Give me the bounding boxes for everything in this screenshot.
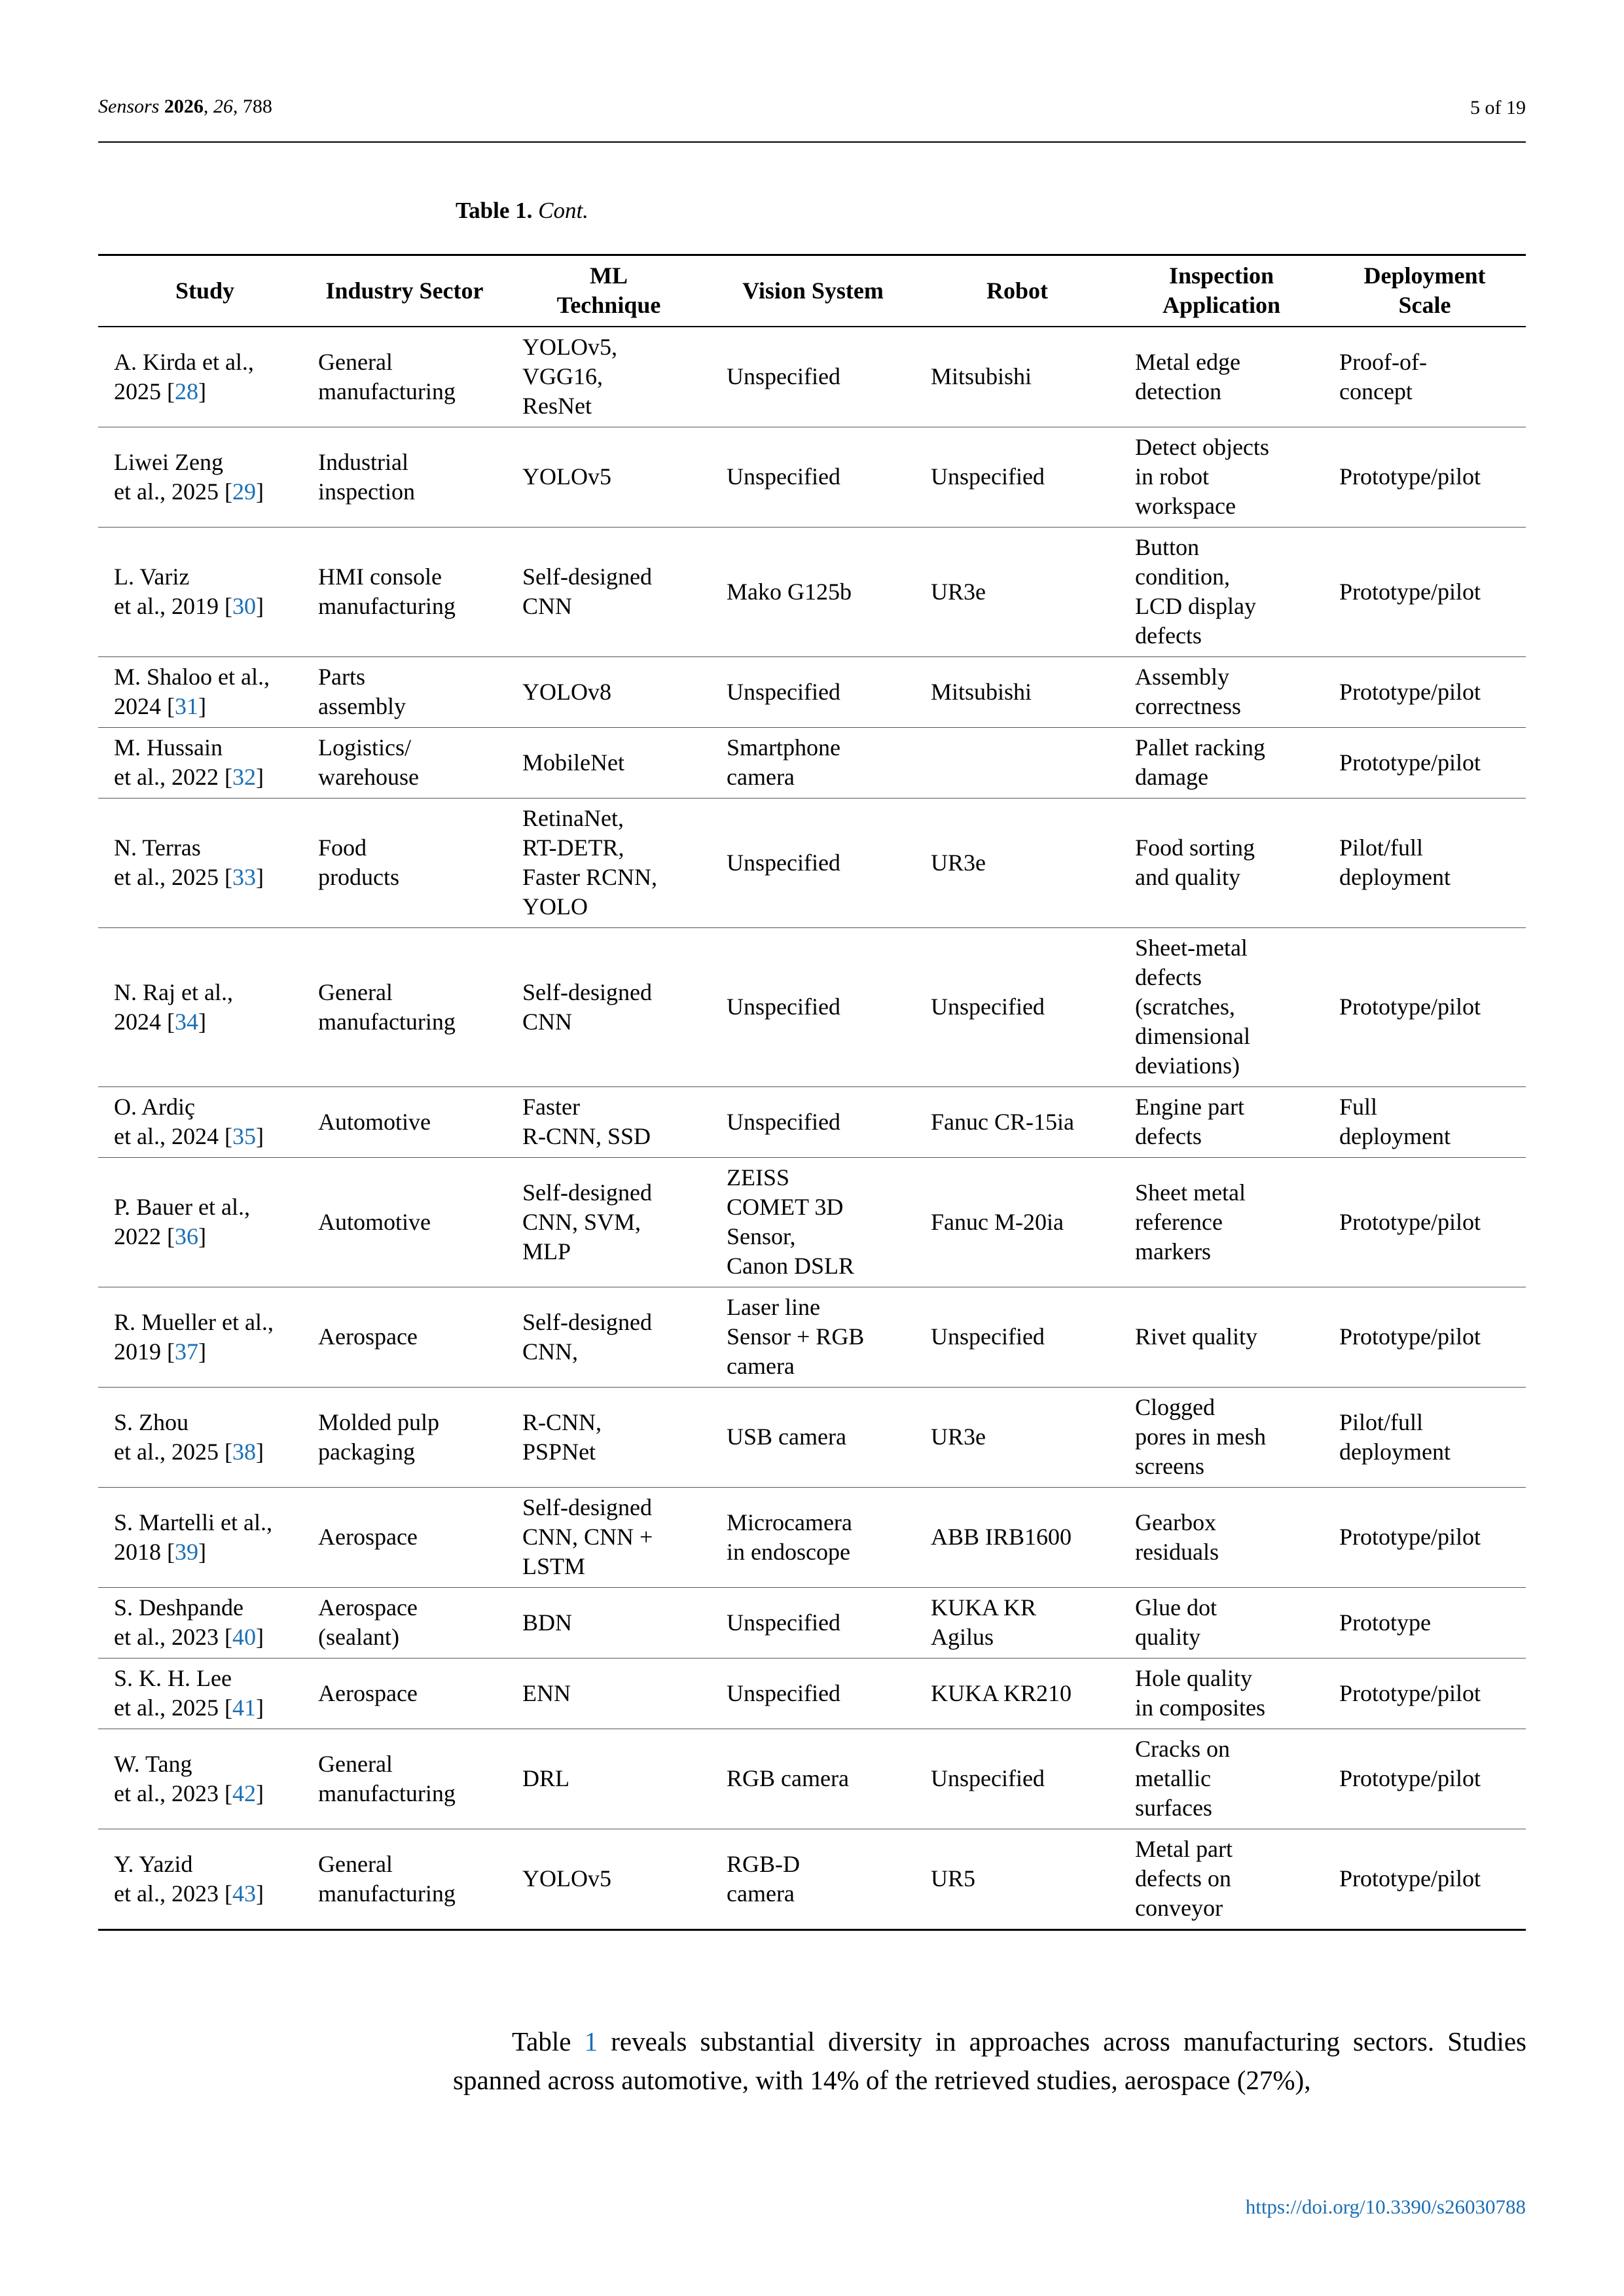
deployment-scale-cell: Prototype — [1324, 1588, 1526, 1659]
industry-sector-cell: General manufacturing — [302, 1829, 507, 1930]
studies-table — [98, 254, 1526, 1931]
column-header: Robot — [915, 255, 1119, 327]
inspection-application-cell: Clogged pores in mesh screens — [1119, 1388, 1324, 1488]
study-name: Y. Yazid et al., 2023 [ — [114, 1850, 232, 1907]
deployment-scale-cell: Prototype/pilot — [1324, 928, 1526, 1087]
citation-bracket: ] — [255, 1880, 264, 1907]
ml-technique-cell: R-CNN, PSPNet — [507, 1388, 711, 1488]
citation-link[interactable]: 36 — [175, 1223, 198, 1249]
inspection-application-cell: Sheet-metal defects (scratches, dimensional deviations) — [1119, 928, 1324, 1087]
citation-link[interactable]: 40 — [232, 1624, 256, 1650]
table-row — [98, 1158, 1526, 1287]
deployment-scale-cell: Prototype/pilot — [1324, 427, 1526, 528]
deployment-scale-cell: Prototype/pilot — [1324, 657, 1526, 728]
study-name: R. Mueller et al., 2019 [ — [114, 1308, 274, 1365]
robot-cell: ABB IRB1600 — [915, 1488, 1119, 1588]
journal-volume: 26 — [213, 96, 233, 117]
citation-bracket: ] — [255, 764, 264, 790]
industry-sector-cell: Food products — [302, 798, 507, 928]
industry-sector-cell: Logistics/ warehouse — [302, 728, 507, 798]
table-row — [98, 1287, 1526, 1388]
vision-system-cell: Unspecified — [711, 327, 915, 427]
table-row — [98, 657, 1526, 728]
study-name: S. K. H. Lee et al., 2025 [ — [114, 1665, 232, 1721]
vision-system-cell: Microcamera in endoscope — [711, 1488, 915, 1588]
robot-cell: Fanuc CR-15ia — [915, 1087, 1119, 1158]
ml-technique-cell: YOLOv8 — [507, 657, 711, 728]
vision-system-cell: Mako G125b — [711, 528, 915, 657]
table-row — [98, 1087, 1526, 1158]
citation-bracket: ] — [255, 478, 264, 505]
deployment-scale-cell: Prototype/pilot — [1324, 1829, 1526, 1930]
robot-cell: Unspecified — [915, 928, 1119, 1087]
ml-technique-cell: YOLOv5 — [507, 427, 711, 528]
table-body — [98, 327, 1526, 1930]
vision-system-cell: Unspecified — [711, 657, 915, 728]
study-name: S. Martelli et al., 2018 [ — [114, 1509, 272, 1565]
deployment-scale-cell: Prototype/pilot — [1324, 1659, 1526, 1729]
robot-cell — [915, 728, 1119, 798]
study-cell — [98, 1829, 302, 1930]
study-cell — [98, 327, 302, 427]
study-name: A. Kirda et al., 2025 [ — [114, 348, 254, 404]
inspection-application-cell: Gearbox residuals — [1119, 1488, 1324, 1588]
inspection-application-cell: Glue dot quality — [1119, 1588, 1324, 1659]
body-paragraph — [453, 2022, 1526, 2100]
citation-link[interactable]: 32 — [232, 764, 256, 790]
inspection-application-cell: Assembly correctness — [1119, 657, 1324, 728]
column-header: Study — [98, 255, 302, 327]
industry-sector-cell: Automotive — [302, 1087, 507, 1158]
study-name: S. Deshpande et al., 2023 [ — [114, 1594, 244, 1650]
journal-citation: Sensors 2026, 26, 788 — [98, 96, 272, 117]
study-name: M. Shaloo et al., 2024 [ — [114, 664, 270, 719]
citation-link[interactable]: 28 — [175, 378, 198, 404]
robot-cell: UR3e — [915, 1388, 1119, 1488]
deployment-scale-cell: Full deployment — [1324, 1087, 1526, 1158]
deployment-scale-cell: Prototype/pilot — [1324, 1488, 1526, 1588]
deployment-scale-cell: Proof-of- concept — [1324, 327, 1526, 427]
journal-name: Sensors — [98, 96, 160, 117]
citation-bracket: ] — [255, 1780, 264, 1806]
citation-bracket: ] — [255, 593, 264, 619]
study-name: N. Raj et al., 2024 [ — [114, 978, 233, 1035]
robot-cell: Fanuc M-20ia — [915, 1158, 1119, 1287]
deployment-scale-cell: Prototype/pilot — [1324, 1287, 1526, 1388]
inspection-application-cell: Metal part defects on conveyor — [1119, 1829, 1324, 1930]
page-header — [98, 90, 1526, 143]
ml-technique-cell: DRL — [507, 1729, 711, 1829]
study-cell — [98, 1659, 302, 1729]
column-header: Deployment Scale — [1324, 255, 1526, 327]
vision-system-cell: Unspecified — [711, 1659, 915, 1729]
inspection-application-cell: Food sorting and quality — [1119, 798, 1324, 928]
study-cell — [98, 1729, 302, 1829]
vision-system-cell: RGB camera — [711, 1729, 915, 1829]
study-cell — [98, 1488, 302, 1588]
citation-link[interactable]: 34 — [175, 1008, 198, 1035]
study-cell — [98, 728, 302, 798]
paragraph-prefix: Table — [512, 2026, 585, 2056]
citation-link[interactable]: 30 — [232, 593, 256, 619]
ml-technique-cell: Self-designed CNN, SVM, MLP — [507, 1158, 711, 1287]
study-cell — [98, 1388, 302, 1488]
study-name: S. Zhou et al., 2025 [ — [114, 1408, 232, 1465]
robot-cell: Unspecified — [915, 427, 1119, 528]
ml-technique-cell: BDN — [507, 1588, 711, 1659]
table-row — [98, 327, 1526, 427]
table-row — [98, 798, 1526, 928]
citation-bracket: ] — [198, 1008, 206, 1035]
citation-link[interactable]: 33 — [232, 864, 256, 890]
ml-technique-cell: Self-designed CNN, CNN + LSTM — [507, 1488, 711, 1588]
inspection-application-cell: Button condition, LCD display defects — [1119, 528, 1324, 657]
vision-system-cell: RGB-D camera — [711, 1829, 915, 1930]
study-cell — [98, 1158, 302, 1287]
inspection-application-cell: Hole quality in composites — [1119, 1659, 1324, 1729]
caption-suffix: Cont. — [538, 198, 588, 223]
inspection-application-cell: Engine part defects — [1119, 1087, 1324, 1158]
table-header-row — [98, 255, 1526, 327]
column-header: ML Technique — [507, 255, 711, 327]
vision-system-cell: Unspecified — [711, 1588, 915, 1659]
column-header: Vision System — [711, 255, 915, 327]
inspection-application-cell: Sheet metal reference markers — [1119, 1158, 1324, 1287]
ml-technique-cell: RetinaNet, RT-DETR, Faster RCNN, YOLO — [507, 798, 711, 928]
column-header: Inspection Application — [1119, 255, 1324, 327]
ml-technique-cell: YOLOv5, VGG16, ResNet — [507, 327, 711, 427]
table-row — [98, 728, 1526, 798]
inspection-application-cell: Metal edge detection — [1119, 327, 1324, 427]
citation-link[interactable]: 29 — [232, 478, 256, 505]
industry-sector-cell: Aerospace — [302, 1488, 507, 1588]
vision-system-cell: Smartphone camera — [711, 728, 915, 798]
robot-cell: UR5 — [915, 1829, 1119, 1930]
citation-bracket: ] — [198, 693, 206, 719]
table-row — [98, 427, 1526, 528]
table-row — [98, 528, 1526, 657]
robot-cell: KUKA KR210 — [915, 1659, 1119, 1729]
citation-bracket: ] — [255, 1123, 264, 1149]
industry-sector-cell: Aerospace (sealant) — [302, 1588, 507, 1659]
citation-link[interactable]: 38 — [232, 1438, 256, 1465]
study-cell — [98, 798, 302, 928]
robot-cell: UR3e — [915, 528, 1119, 657]
article-number: 788 — [242, 96, 272, 117]
study-cell — [98, 657, 302, 728]
table-row — [98, 1829, 1526, 1930]
robot-cell: Unspecified — [915, 1729, 1119, 1829]
citation-bracket: ] — [198, 1223, 206, 1249]
citation-bracket: ] — [255, 1438, 264, 1465]
study-name: N. Terras et al., 2025 [ — [114, 834, 232, 890]
citation-bracket: ] — [255, 864, 264, 890]
citation-link[interactable]: 37 — [175, 1338, 198, 1365]
vision-system-cell: USB camera — [711, 1388, 915, 1488]
study-name: M. Hussain et al., 2022 [ — [114, 734, 232, 790]
deployment-scale-cell: Prototype/pilot — [1324, 728, 1526, 798]
study-cell — [98, 427, 302, 528]
robot-cell: Unspecified — [915, 1287, 1119, 1388]
citation-bracket: ] — [255, 1695, 264, 1721]
vision-system-cell: Unspecified — [711, 798, 915, 928]
caption-label: Table 1. — [456, 198, 533, 223]
deployment-scale-cell: Prototype/pilot — [1324, 1158, 1526, 1287]
study-cell — [98, 1287, 302, 1388]
study-name: W. Tang et al., 2023 [ — [114, 1750, 232, 1806]
table-row — [98, 928, 1526, 1087]
industry-sector-cell: General manufacturing — [302, 327, 507, 427]
industry-sector-cell: Parts assembly — [302, 657, 507, 728]
inspection-application-cell: Cracks on metallic surfaces — [1119, 1729, 1324, 1829]
study-cell — [98, 1087, 302, 1158]
industry-sector-cell: HMI console manufacturing — [302, 528, 507, 657]
robot-cell: KUKA KR Agilus — [915, 1588, 1119, 1659]
deployment-scale-cell: Prototype/pilot — [1324, 528, 1526, 657]
robot-cell: Mitsubishi — [915, 327, 1119, 427]
industry-sector-cell: Molded pulp packaging — [302, 1388, 507, 1488]
table-row — [98, 1388, 1526, 1488]
page-number: 5 of 19 — [1470, 97, 1526, 118]
study-name: P. Bauer et al., 2022 [ — [114, 1194, 250, 1249]
inspection-application-cell: Detect objects in robot workspace — [1119, 427, 1324, 528]
ml-technique-cell: MobileNet — [507, 728, 711, 798]
column-header: Industry Sector — [302, 255, 507, 327]
industry-sector-cell: Automotive — [302, 1158, 507, 1287]
industry-sector-cell: General manufacturing — [302, 928, 507, 1087]
vision-system-cell: Unspecified — [711, 427, 915, 528]
ml-technique-cell: Self-designed CNN — [507, 528, 711, 657]
study-name: Liwei Zeng et al., 2025 [ — [114, 448, 232, 505]
citation-bracket: ] — [198, 1338, 206, 1365]
citation-bracket: ] — [198, 1538, 206, 1565]
table-caption — [456, 198, 588, 224]
citation-bracket: ] — [198, 378, 206, 404]
study-name: O. Ardiç et al., 2024 [ — [114, 1094, 232, 1149]
robot-cell: UR3e — [915, 798, 1119, 928]
deployment-scale-cell: Pilot/full deployment — [1324, 1388, 1526, 1488]
study-cell — [98, 928, 302, 1087]
robot-cell: Mitsubishi — [915, 657, 1119, 728]
inspection-application-cell: Rivet quality — [1119, 1287, 1324, 1388]
deployment-scale-cell: Pilot/full deployment — [1324, 798, 1526, 928]
study-cell — [98, 528, 302, 657]
ml-technique-cell: YOLOv5 — [507, 1829, 711, 1930]
inspection-application-cell: Pallet racking damage — [1119, 728, 1324, 798]
citation-link[interactable]: 42 — [232, 1780, 256, 1806]
paragraph-text: reveals substantial diversity in approaches across manufacturing sectors. Studies spanned across automotive, with 14% of the retrieved studies, aerospace (27%), — [453, 2026, 1527, 2095]
citation-link[interactable]: 35 — [232, 1123, 256, 1149]
industry-sector-cell: Industrial inspection — [302, 427, 507, 528]
table-row — [98, 1659, 1526, 1729]
vision-system-cell: Unspecified — [711, 1087, 915, 1158]
journal-year: 2026 — [164, 96, 204, 117]
doi-link[interactable]: https://doi.org/10.3390/s26030788 — [1245, 2195, 1526, 2218]
table-row — [98, 1729, 1526, 1829]
citation-link[interactable]: 39 — [175, 1538, 198, 1565]
ml-technique-cell: Faster R-CNN, SSD — [507, 1087, 711, 1158]
study-name: L. Variz et al., 2019 [ — [114, 564, 232, 619]
industry-sector-cell: Aerospace — [302, 1659, 507, 1729]
citation-link[interactable]: 31 — [175, 693, 198, 719]
industry-sector-cell: Aerospace — [302, 1287, 507, 1388]
ml-technique-cell: Self-designed CNN, — [507, 1287, 711, 1388]
vision-system-cell: Laser line Sensor + RGB camera — [711, 1287, 915, 1388]
table-row — [98, 1488, 1526, 1588]
vision-system-cell: Unspecified — [711, 928, 915, 1087]
citation-link[interactable]: 41 — [232, 1695, 256, 1721]
study-cell — [98, 1588, 302, 1659]
deployment-scale-cell: Prototype/pilot — [1324, 1729, 1526, 1829]
citation-link[interactable]: 43 — [232, 1880, 256, 1907]
ml-technique-cell: ENN — [507, 1659, 711, 1729]
ml-technique-cell: Self-designed CNN — [507, 928, 711, 1087]
citation-bracket: ] — [255, 1624, 264, 1650]
table-reference-link[interactable]: 1 — [584, 2026, 598, 2056]
industry-sector-cell: General manufacturing — [302, 1729, 507, 1829]
vision-system-cell: ZEISS COMET 3D Sensor, Canon DSLR — [711, 1158, 915, 1287]
table-row — [98, 1588, 1526, 1659]
